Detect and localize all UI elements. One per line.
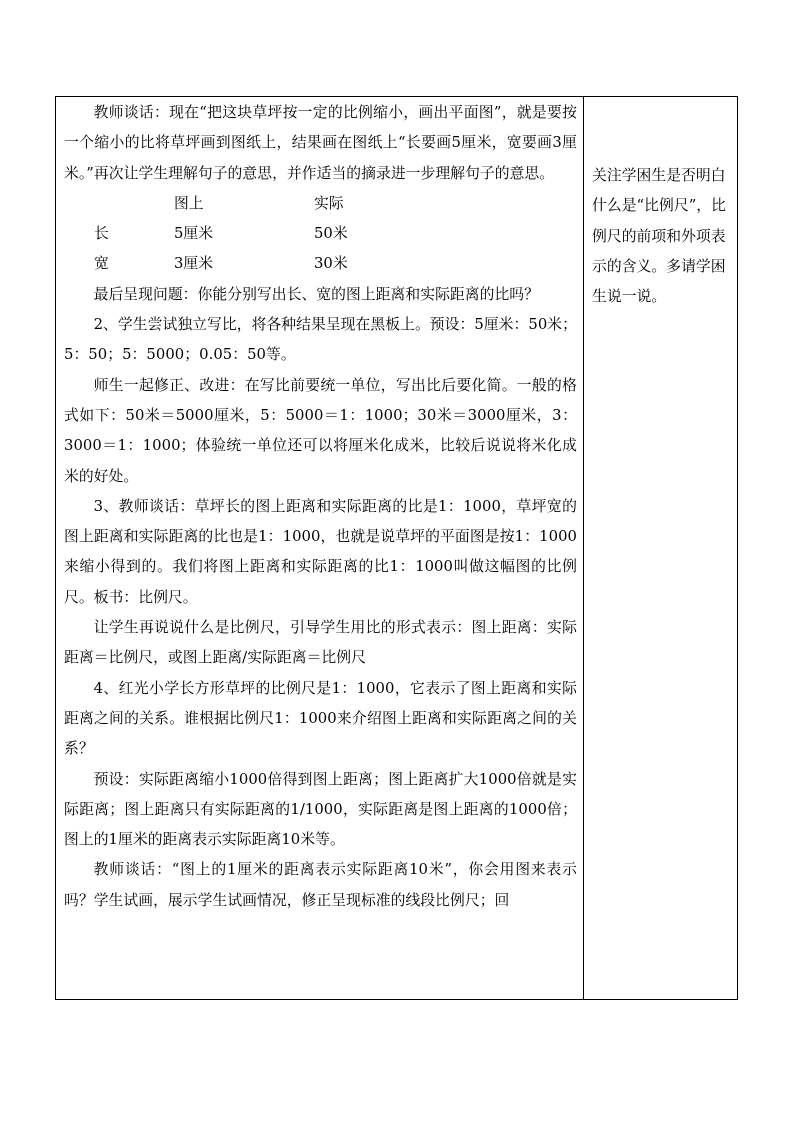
notes-cell — [584, 97, 737, 999]
data-table-header — [64, 189, 577, 219]
lesson-table — [55, 96, 738, 1000]
paragraph: 师生一起修正、改进：在写比前要统一单位，写出比后要化简。一般的格式如下：50米＝5000厘米，5：5000＝1：1000；30米＝3000厘米，3：3000＝1：1000；体验统一单位还可以将厘米化成米，比较后说说将米化成米的好处。 — [64, 376, 577, 485]
actual-value: 30米 — [314, 255, 348, 273]
row-label: 宽 — [94, 255, 109, 273]
map-value: 3厘米 — [174, 255, 214, 273]
paragraph: 最后呈现问题：你能分别写出长、宽的图上距离和实际距离的比吗？ — [93, 285, 540, 303]
side-note: 关注学困生是否明白什么是“比例尺”，比例尺的前项和外项表示的含义。多请学困生说一说。 — [592, 167, 727, 306]
teaching-process-cell — [56, 97, 583, 999]
actual-value: 50米 — [314, 225, 348, 243]
header-actual: 实际 — [314, 194, 344, 212]
paragraph: 教师谈话：现在“把这块草坪按一定的比例缩小，画出平面图”，就是要按一个缩小的比将草坪画到图纸上，结果画在图纸上“长要画5厘米，宽要画3厘米。”再次让学生理解句子的意思，并作适当的摘录进一步理解句子的意思。 — [64, 104, 577, 182]
row-label: 长 — [94, 225, 109, 243]
data-table-row-width — [64, 249, 577, 279]
data-table-row-length — [64, 219, 577, 249]
paragraph: 让学生再说说什么是比例尺，引导学生用比的形式表示：图上距离：实际距离＝比例尺，或图上距离/实际距离＝比例尺 — [64, 619, 577, 667]
paragraph: 2、学生尝试独立写比，将各种结果呈现在黑板上。预设：5厘米：50米；5：50；5：5000；0.05：50等。 — [64, 316, 577, 364]
paragraph: 4、红光小学长方形草坪的比例尺是1：1000，它表示了图上距离和实际距离之间的关系。谁根据比例尺1：1000来介绍图上距离和实际距离之间的关系？ — [64, 679, 577, 758]
paragraph: 教师谈话：“图上的1厘米的距离表示实际距离10米”，你会用图来表示吗？学生试画，展示学生试画情况，修正呈现标准的线段比例尺；回 — [64, 861, 577, 909]
header-map: 图上 — [174, 194, 204, 212]
paragraph: 预设：实际距离缩小1000倍得到图上距离；图上距离扩大1000倍就是实际距离；图上距离只有实际距离的1/1000，实际距离是图上距离的1000倍；图上的1厘米的距离表示实际距离10米等。 — [64, 770, 577, 849]
map-value: 5厘米 — [174, 225, 214, 243]
paragraph: 3、教师谈话：草坪长的图上距离和实际距离的比是1：1000，草坪宽的图上距离和实际距离的比也是1：1000，也就是说草坪的平面图是按1：1000来缩小得到的。我们将图上距离和实际距离的比1：1000叫做这幅图的比例尺。板书：比例尺。 — [64, 497, 577, 606]
